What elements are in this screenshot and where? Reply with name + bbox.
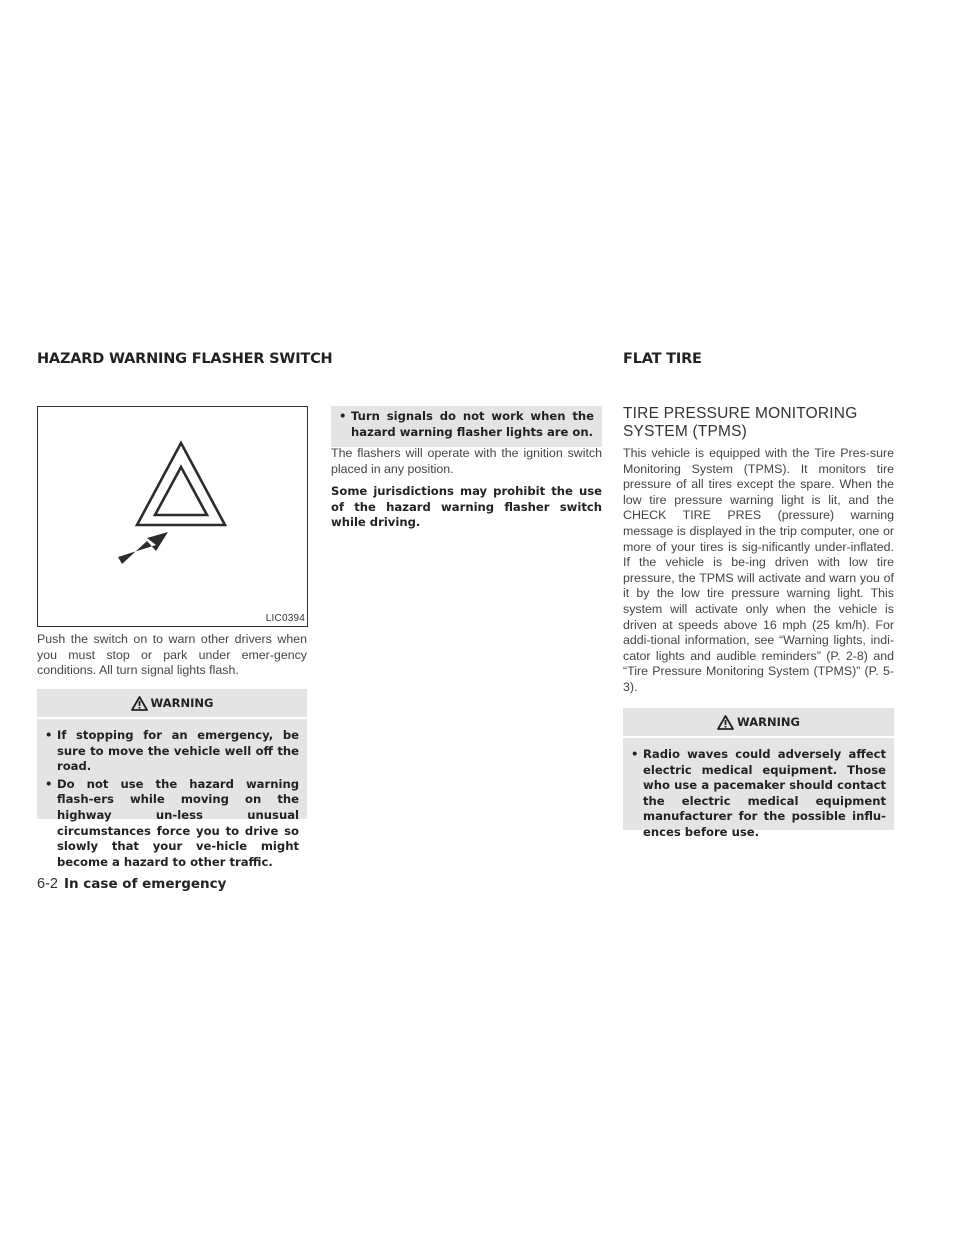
warning-text: Turn signals do not work when the hazard warning flasher lights are on.: [351, 409, 594, 439]
tpms-warning-box: [623, 708, 894, 839]
warning-text: Radio waves could adversely affect electric medical equipment. Those who use a pacemaker should contact the electric medical equipment manufacturer for the possible influ-ences before use.: [643, 747, 886, 839]
warning-label: WARNING: [150, 696, 214, 710]
ignition-text: The flashers will operate with the ignition switch placed in any position.: [331, 446, 602, 476]
bullet: •: [339, 409, 347, 423]
warning-header: [37, 689, 307, 717]
warning-icon: [131, 696, 148, 711]
warning-item: [45, 777, 299, 871]
warning-text: If stopping for an emergency, be sure to move the vehicle well off the road.: [57, 728, 299, 774]
bullet: •: [631, 747, 639, 761]
warning-icon: [717, 715, 734, 730]
hazard-triangle-icon: [38, 407, 307, 626]
warning-text: Do not use the hazard warning flash-ers while moving on the highway un-less unusual circumstances force you to drive so slowly that your ve-hicle might become a hazard to other traffic.: [57, 776, 299, 869]
chapter-title: In case of emergency: [63, 876, 227, 892]
warning-item: [631, 747, 886, 841]
jurisdiction-text: Some jurisdictions may prohibit the use of the hazard warning flasher switch while driving.: [331, 484, 602, 530]
hazard-switch-figure: [37, 406, 308, 627]
figure-id: LIC0394: [265, 613, 305, 624]
warning-item: [339, 409, 594, 440]
section-title-flat-tire: FLAT TIRE: [623, 351, 702, 367]
hazard-warning-box: [37, 689, 307, 869]
bullet: •: [45, 776, 53, 791]
page-number: 6-2: [37, 876, 58, 892]
section-title-hazard: HAZARD WARNING FLASHER SWITCH: [37, 351, 333, 367]
tpms-body-text: This vehicle is equipped with the Tire Pres-sure Monitoring System (TPMS). It monitors tire pressure of all tires except the spare. When the low tire pressure warning light is lit, and the CHECK TIRE PRES (pressure) warning message is displayed in the trip computer, one or more of your tires is sig-nificantly under-inflated. If the vehicle is be-ing driven with low tire pressure, the TPMS will activate and warn you of it by the low tire pressure warning light. This system will activate only when the vehicle is driven at speeds above 16 mph (25 km/h). For addi-tional information, see “Warning lights, indi-cator lights and audible reminders” (P. 2-8) and “Tire Pressure Monitoring System (TPMS)” (P. 5-3).: [623, 446, 894, 694]
hazard-intro-text: Push the switch on to warn other drivers when you must stop or park under emer-gency conditions. All turn signal lights flash.: [37, 632, 307, 678]
press-arrow-icon: [118, 532, 168, 564]
warning-item: [45, 728, 299, 775]
page-footer: [37, 876, 226, 892]
hazard-warning-box-continued: [331, 406, 602, 447]
warning-header: [623, 708, 894, 736]
bullet: •: [45, 728, 53, 742]
tpms-heading: TIRE PRESSURE MONITORING SYSTEM (TPMS): [623, 405, 858, 440]
warning-label: WARNING: [737, 715, 800, 729]
